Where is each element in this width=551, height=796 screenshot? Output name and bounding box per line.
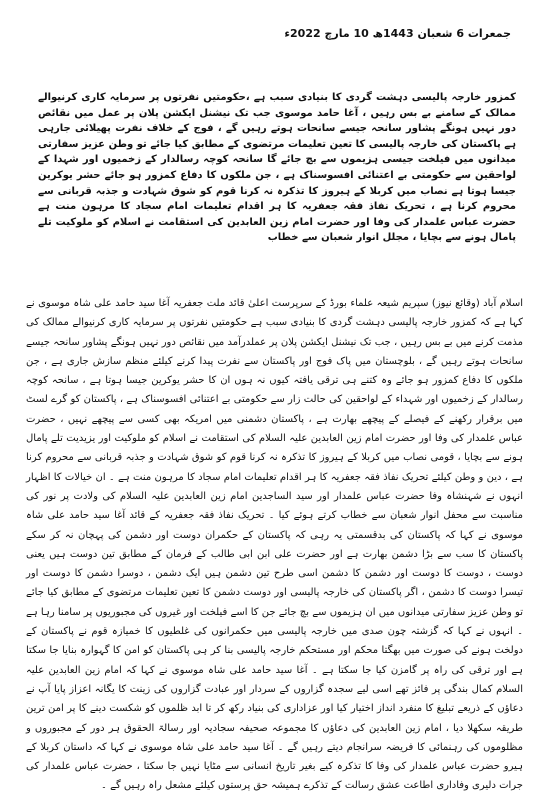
summary-text: کمزور خارجہ پالیسی دہشت گردی کا بنیادی سبب ہے ،حکومتیں نفرتوں پر سرمایہ کاری کرنیوالے ممالک کے سامنے بے بس رہیں ، آغا حامد موسوی جب تک نیشنل ایکشن پلان پر عمل میں نقائص دور نہیں ہونگے پشاور سانحہ جیسے سانحات ہوتے رہیں گے ، فوج کے خلاف نفرت پھیلائی جارہی ہے پاکستان کی خارجہ پالیسی کا تعین تعلیمات مرتضوی کے مطابق کیا جائے تو وطن عزیز سفارتی میدانوں میں فیلخت جیسی ہزیموں سے بچ جائے گا سانحہ کوچہ رسالدار کے زخمیوں اور شہدا کے لواحقین سے حکومتی بے اعتنائی افسوسناک ہے ، جن ملکوں کا دفاع کمزور ہو جائے حشر یوکرین جیسا ہوتا ہے نصاب میں کربلا کے ہیروز کا تذکرہ نہ کرنا قوم کو شوق شہادت و جذبہ قربانی سے محروم کرنا ہے ، تحریک نفاذ فقہ جعفریہ کا ہر اقدام تعلیمات امام سجاد کا مرہون منت ہے حضرت عباس علمدار کی وفا اور حضرت امام زین العابدین کی استقامت نے اسلام کو ملوکیت تلے پامال ہونے سے بچایا ، مجلل انوار شعبان سے خطاب <box>38 92 516 244</box>
dateline <box>131 27 511 40</box>
headline-summary <box>38 90 516 246</box>
body-text: اسلام آباد (وقائع نیوز) سپریم شیعہ علماء بورڈ کے سرپرست اعلیٰ قائد ملت جعفریہ آغا سید حامد علی شاہ موسوی نے کہا ہے کہ کمزور خارجہ پالیسی دہشت گردی کا بنیادی سبب ہے حکومتیں نفرتوں پر سرمایہ کاری کرنیوالے ممالک کی مذمت کرنے میں بے بس رہیں ، جب تک نیشنل ایکشن پلان پر عملدرآمد میں نقائص دور نہیں ہونگے پشاور سانحہ جیسے سانحات ہوتے رہیں گے ، بلوچستان میں پاک فوج اور پاکستان سے نفرت پیدا کرنے کیلئے منظم سازش جاری ہے ، جن ملکوں کا دفاع کمزور ہو جائے وہ کتنے ہی ترقی یافتہ کیوں نہ ہوں ان کا حشر یوکرین جیسا ہوتا ہے ، سانحہ کوچہ رسالدار کے زخمیوں اور شہداء کے لواحقین کی حالت زار سے حکومتی بے اعتنائی افسوسناک ہے ، پاکستان کو گرے لسٹ میں برقرار رکھنے کے فیصلے کے پیچھے بھارت ہے ، پاکستان دشمنی میں امریکہ بھی کسی سے پیچھے نہیں ، حضرت عباس علمدار کی وفا اور حضرت امام زین العابدین علیہ السلام کی استقامت نے اسلام کو ملوکیت اور یزیدیت تلے پامال ہونے سے بچایا ، قومی نصاب میں کربلا کے ہیروز کا تذکرہ نہ کرنا قوم کو شوق شہادت و جذبہ قربانی سے محروم کرنا ہے ، دین و وطن کیلئے تحریک نفاذ فقہ جعفریہ کا ہر اقدام تعلیمات امام سجاد کا مرہون منت ہے ۔ ان خیالات کا اظہار انہوں نے شہنشاہ وفا حضرت عباس علمدار اور سید الساجدین امام زین العابدین علیہ السلام کی ولادت پر نور کی مناسبت سے محفل انوار شعبان سے خطاب کرتے ہوئے کیا ۔ تحریک نفاذ فقہ جعفریہ کے قائد آغا سید حامد علی شاہ موسوی نے کہا کہ پاکستان کی بدقسمتی یہ رہی کہ پاکستان کے حکمران دوست اور دشمن کی پہچان نہ کر سکے پاکستان کا سب سے بڑا دشمن بھارت ہے اور حضرت علی ابن ابی طالب کے فرمان کے مطابق تین دوست ہیں یعنی دوست ، دوست کا دوست اور دشمن کا دشمن اسی طرح تین دشمن ہیں ایک دشمن ، دوسرا دشمن کا دوست اور تیسرا دوست کا دشمن ، اگر پاکستان کی خارجہ پالیسی اور دوست دشمن کا تعین تعلیمات مرتضوی کے مطابق کیا جائے تو وطن عزیز سفارتی میدانوں میں ان ہزیموں سے بچ جائے جن کا اسے فیلخت اور غیروں کی مجبوریوں پر سامنا رہا ہے ۔ انہوں نے کہا کہ گزشتہ چون صدی میں خارجہ پالیسی میں حکمرانوں کی غلطیوں کا خمیازہ قوم نے پاکستان کے دولخت ہونے کی صورت میں بھگتا محکم اور مستحکم خارجہ پالیسی بنا کر ہی پاکستان کو امن کا گہوارہ بنایا جا سکتا ہے اور ترقی کی راہ پر گامزن کیا جا سکتا ہے ۔ آغا سید حامد علی شاہ موسوی نے کہا کہ امام زین العابدین علیہ السلام کمال بندگی پر فائز تھے اسی لیے سجدہ گزاروں کے سردار اور عبادت گزاروں کی زینت کا یگانہ اعزاز پایا آپ نے دعاؤں کے ذریعے تبلیغ کا منفرد انداز اختیار کیا اور عزاداری کی بنیاد رکھ کر تا ابد ظلموں کو شکست دینے کا پر امن ترین طریقہ سکھلا دیا ، امام زین العابدین کی دعاؤں کا مجموعہ صحیفہ سجادیہ اور رسالۃ الحقوق ہر دور کے مجبوروں و مظلوموں کی رہنمائی کا فریضہ سرانجام دیتے رہیں گے ۔ آغا سید حامد علی شاہ موسوی نے کہا کہ داستان کربلا کے ہیرو حضرت عباس علمدار کی وفا کا تذکرہ کیے بغیر تاریخ انسانی سے مٹایا نہیں جا سکتا ، حضرت عباس علمدار کی جرات دلیری وفاداری اطاعت عشق رسالت کے تذکرے ہمیشہ حق پرستوں کیلئے مشعل راہ رہیں گے ۔ <box>26 298 523 792</box>
article-body <box>26 294 523 796</box>
dateline-text: جمعرات 6 شعبان 1443ھ 10 مارچ 2022ء <box>284 27 511 40</box>
